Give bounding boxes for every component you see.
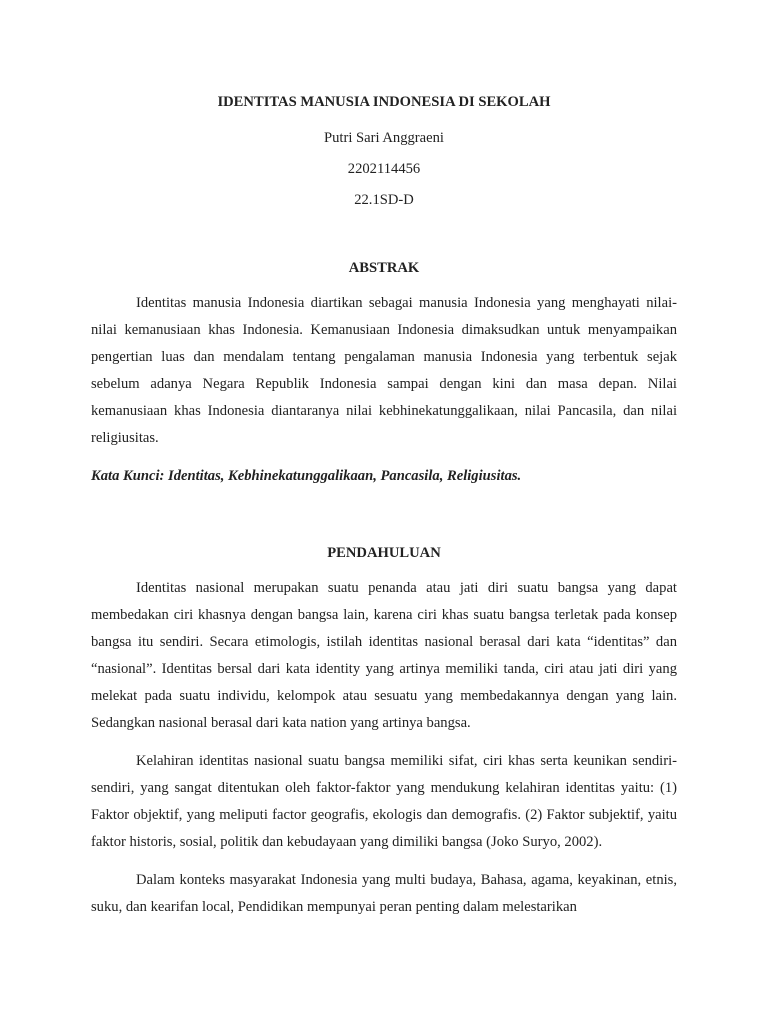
introduction-heading: PENDAHULUAN (327, 545, 441, 561)
document-title: IDENTITAS MANUSIA INDONESIA DI SEKOLAH (217, 94, 551, 110)
student-id: 2202114456 (347, 161, 421, 177)
class-code: 22.1SD-D (354, 192, 414, 208)
keywords: Kata Kunci: Identitas, Kebhinekatunggalikaan, Pancasila, Religiusitas. (91, 468, 522, 484)
introduction-paragraph-3: Dalam konteks masyarakat Indonesia yang multi budaya, Bahasa, agama, keyakinan, etnis, suku, dan kearifan local, Pendidikan mempunyai peran penting dalam melestarikan (91, 872, 677, 915)
document-content (91, 92, 677, 921)
author-name: Putri Sari Anggraeni (324, 130, 444, 146)
introduction-paragraph-2: Kelahiran identitas nasional suatu bangsa memiliki sifat, ciri khas serta keunikan sendiri-sendiri, yang sangat ditentukan oleh faktor-faktor yang mendukung kelahiran identitas yaitu: (1) Faktor objektif, yang meliputi factor geografis, ekologis dan demografis. (2) Faktor subjektif, yaitu faktor historis, sosial, politik dan kebudayaan yang dimiliki bangsa (Joko Suryo, 2002). (91, 753, 677, 850)
abstract-paragraph: Identitas manusia Indonesia diartikan sebagai manusia Indonesia yang menghayati nilai-nilai kemanusiaan khas Indonesia. Kemanusiaan Indonesia dimaksudkan untuk menyampaikan pengertian luas dan mendalam tentang pengalaman manusia Indonesia yang terbentuk sejak sebelum adanya Negara Republik Indonesia sampai dengan kini dan masa depan. Nilai kemanusiaan khas Indonesia diantaranya nilai kebhinekatunggalikaan, nilai Pancasila, dan nilai religiusitas. (91, 295, 677, 446)
abstract-heading: ABSTRAK (348, 260, 420, 276)
introduction-paragraph-1: Identitas nasional merupakan suatu penanda atau jati diri suatu bangsa yang dapat membedakan ciri khasnya dengan bangsa lain, karena ciri khas suatu bangsa terletak pada konsep bangsa itu sendiri. Secara etimologis, istilah identitas nasional berasal dari kata “identitas” dan “nasional”. Identitas bersal dari kata identity yang artinya memiliki tanda, ciri atau jati diri yang melekat pada suatu individu, kelompok atau sesuatu yang membedakannya dengan yang lain. Sedangkan nasional berasal dari kata nation yang artinya bangsa. (91, 580, 677, 731)
